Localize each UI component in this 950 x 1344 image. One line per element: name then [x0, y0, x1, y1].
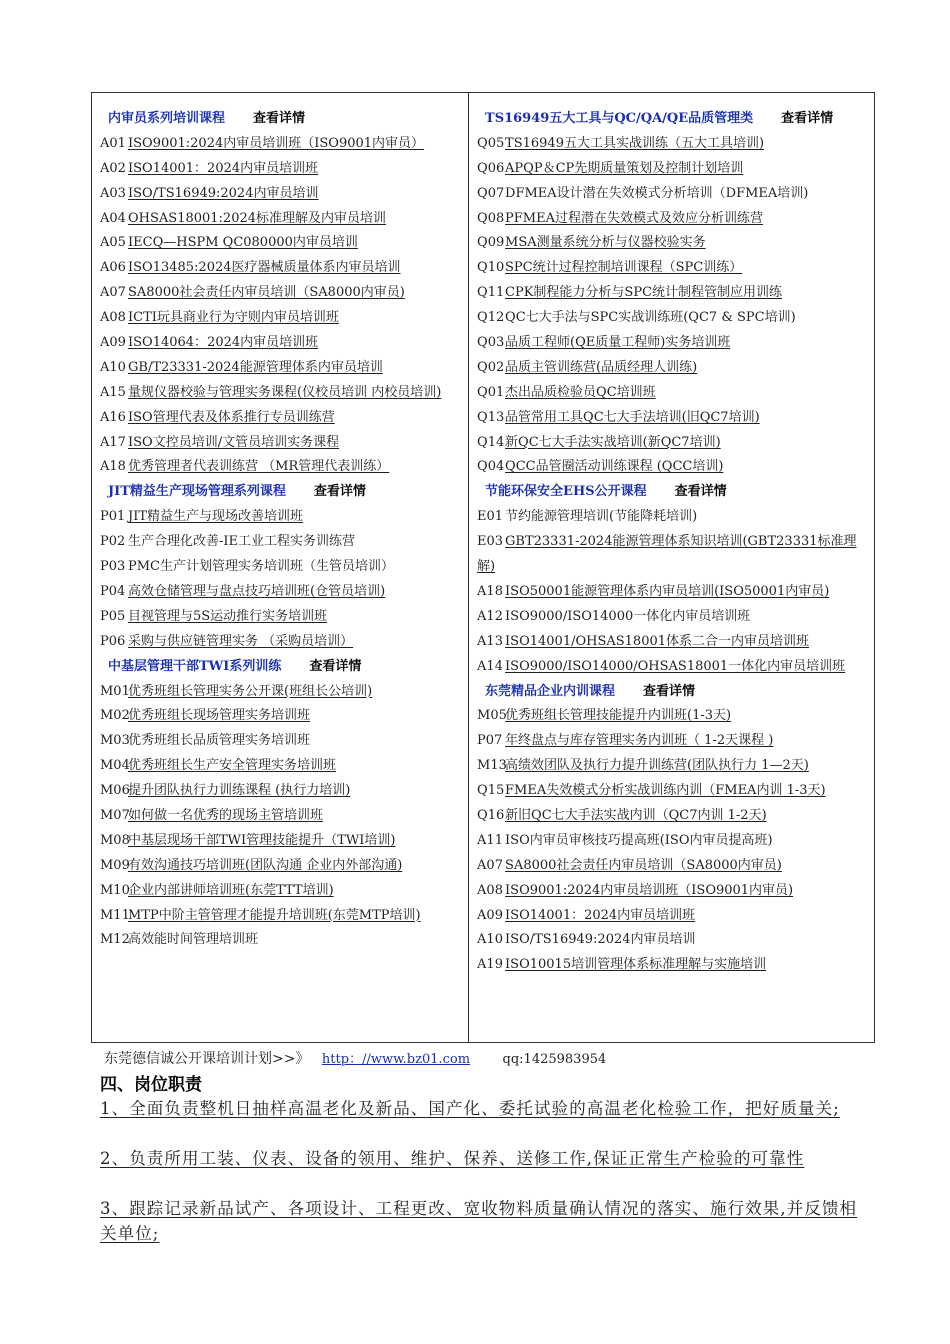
course-item: [477, 879, 874, 904]
course-code: A06: [100, 260, 126, 276]
section-header-title: 东莞精品企业内训课程: [485, 683, 616, 699]
section-header: [100, 480, 468, 505]
course-item: [100, 904, 468, 929]
course-code: A18: [100, 459, 126, 475]
course-item: [100, 555, 468, 580]
course-code: P02: [100, 534, 126, 550]
course-item: [100, 256, 468, 281]
course-table: [91, 92, 875, 1043]
course-code: Q03: [477, 335, 505, 351]
footer-qq: qq:1425983954: [502, 1052, 607, 1067]
course-link[interactable]: ISO9001:2024内审员培训班（ISO9001内审员）: [128, 135, 425, 151]
course-link[interactable]: ISO14064：2024内审员培训班: [128, 335, 319, 351]
course-code: Q06: [477, 160, 505, 176]
course-item: [100, 754, 468, 779]
course-link[interactable]: GB/T23331-2024能源管理体系内审员培训: [128, 359, 383, 375]
section-header-title: TS16949五大工具与QC/QA/QE品质管理类: [485, 111, 754, 126]
course-code: E01: [477, 509, 504, 525]
course-item: [100, 779, 468, 804]
course-link[interactable]: 品质工程师(QE质量工程师)实务培训班: [505, 335, 731, 351]
course-link[interactable]: SA8000社会责任内审员培训（SA8000内审员): [128, 285, 405, 301]
course-link[interactable]: 优秀班组长生产安全管理实务培训班: [128, 758, 337, 774]
course-link[interactable]: 优秀班组长现场管理实务培训班: [128, 708, 311, 724]
course-link[interactable]: CPK制程能力分析与SPC统计制程管制应用训练: [505, 285, 783, 301]
view-details-link[interactable]: 查看详情: [313, 484, 366, 500]
course-code: M09: [100, 857, 130, 873]
course-link[interactable]: ISO/TS16949:2024内审员培训: [128, 185, 319, 201]
course-item: [477, 306, 874, 331]
duty-item-3: 3、跟踪记录新品试产、各项设计、工程更改、宽收物料质量确认情况的落实、施行效果,并反馈相关单位;: [100, 1199, 858, 1243]
course-link[interactable]: GBT23331-2024能源管理体系知识培训(GBT23331标准理解): [477, 534, 857, 575]
course-code: M01: [100, 683, 130, 699]
course-item: [477, 530, 874, 580]
course-code: M02: [100, 708, 130, 724]
course-title: 节约能源管理培训(节能降耗培训): [505, 509, 698, 525]
course-code: A10: [477, 932, 503, 948]
course-code: A15: [100, 384, 126, 400]
course-item: [100, 406, 468, 431]
course-code: Q09: [477, 235, 505, 251]
course-code: M04: [100, 758, 130, 774]
course-item: [100, 431, 468, 456]
course-link[interactable]: ISO14001：2024内审员培训班: [128, 160, 319, 176]
course-link[interactable]: 杰出品质检验员QC培训班: [505, 384, 656, 400]
course-item: [100, 704, 468, 729]
course-item: [100, 928, 468, 953]
course-link[interactable]: FMEA失效模式分析实战训练内训（FMEA内训 1-3天): [505, 783, 826, 799]
course-link[interactable]: ISO9001:2024内审员培训班（ISO9001内审员): [505, 882, 794, 898]
course-item: [100, 207, 468, 232]
course-item: [477, 580, 874, 605]
course-code: M03: [100, 733, 130, 749]
course-item: [100, 455, 468, 480]
course-item: [477, 157, 874, 182]
course-item: [100, 530, 468, 555]
course-code: P04: [100, 583, 126, 599]
course-link[interactable]: IECQ—HSPM QC080000内审员培训: [128, 235, 358, 251]
course-code: M13: [477, 758, 507, 774]
course-link[interactable]: 有效沟通技巧培训班(团队沟通 企业内外部沟通): [128, 857, 403, 873]
course-code: Q15: [477, 783, 505, 799]
course-item: [100, 331, 468, 356]
course-link[interactable]: ISO14001/OHSAS18001体系二合一内审员培训班: [505, 633, 810, 649]
right-column: [469, 93, 874, 1042]
course-code: M06: [100, 783, 130, 799]
course-code: Q13: [477, 409, 505, 425]
course-code: P03: [100, 559, 126, 575]
course-code: P06: [100, 633, 126, 649]
course-item: [477, 281, 874, 306]
course-code: P01: [100, 509, 126, 525]
course-code: M08: [100, 832, 130, 848]
course-item: [100, 729, 468, 754]
course-item: [477, 729, 874, 754]
course-link[interactable]: 新QC七大手法实战培训(新QC7培训): [505, 434, 721, 450]
course-title: 高效能时间管理培训班: [128, 932, 259, 948]
course-link[interactable]: 优秀班组长管理实务公开课(班组长公培训): [128, 683, 373, 699]
footer-url-link[interactable]: http：//www.bz01.com: [321, 1052, 471, 1067]
section-header-title: 节能环保安全EHS公开课程: [485, 484, 647, 500]
course-code: Q10: [477, 260, 505, 276]
course-code: A07: [477, 857, 503, 873]
course-code: A04: [100, 210, 126, 226]
course-code: A18: [477, 583, 503, 599]
course-code: M05: [477, 708, 507, 724]
course-code: Q02: [477, 359, 505, 375]
course-code: A11: [477, 832, 503, 848]
course-link[interactable]: SA8000社会责任内审员培训（SA8000内审员): [505, 857, 782, 873]
course-code: P07: [477, 733, 503, 749]
course-item: [477, 904, 874, 929]
view-details-link[interactable]: 查看详情: [643, 683, 696, 699]
course-title: PMC生产计划管理实务培训班（生管员培训）: [128, 559, 395, 575]
course-link[interactable]: MSA测量系统分析与仪器校验实务: [505, 235, 706, 251]
course-link[interactable]: APQP＆CP先期质量策划及控制计划培训: [505, 160, 744, 176]
course-link[interactable]: ISO9000/ISO14000/OHSAS18001一体化内审员培训班: [505, 658, 846, 674]
course-item: [100, 804, 468, 829]
footer-label: 东莞德信诚公开课培训计划>>》: [104, 1051, 310, 1067]
section-header-title: 内审员系列培训课程: [108, 111, 226, 126]
section-header: [477, 680, 874, 705]
course-code: P05: [100, 608, 126, 624]
course-item: [477, 928, 874, 953]
course-title: ISO内审员审核技巧提高班(ISO内审员提高班): [505, 832, 773, 848]
course-item: [477, 381, 874, 406]
course-code: Q11: [477, 285, 505, 301]
section-header: [100, 655, 468, 680]
course-item: [477, 431, 874, 456]
course-link[interactable]: ISO文控员培训/文管员培训实务课程: [128, 434, 340, 450]
course-code: Q07: [477, 185, 505, 201]
course-link[interactable]: 如何做一名优秀的现场主管培训班: [128, 807, 324, 823]
course-item: [477, 331, 874, 356]
footer-line: [104, 1048, 606, 1068]
course-link[interactable]: 优秀管理者代表训练营 （MR管理代表训练）: [128, 459, 390, 475]
course-code: A10: [100, 359, 126, 375]
course-code: A02: [100, 160, 126, 176]
course-item: [100, 879, 468, 904]
course-item: [477, 356, 874, 381]
course-link[interactable]: 中基层现场干部TWI管理技能提升（TWI培训): [128, 832, 396, 848]
course-code: E03: [477, 534, 504, 550]
course-link[interactable]: SPC统计过程控制培训课程（SPC训练）: [505, 260, 743, 276]
view-details-link[interactable]: 查看详情: [309, 658, 362, 674]
course-code: A13: [477, 633, 503, 649]
course-code: A09: [477, 907, 503, 923]
course-item: [477, 256, 874, 281]
course-item: [477, 630, 874, 655]
course-link[interactable]: 年终盘点与库存管理实务内训班（ 1-2天课程 ): [505, 733, 774, 749]
course-code: Q14: [477, 434, 505, 450]
section-header: [477, 480, 874, 505]
course-code: A08: [477, 882, 503, 898]
course-link[interactable]: 企业内部讲师培训班(东莞TTT培训): [128, 882, 334, 898]
section-header-title: 中基层管理干部TWI系列训练: [108, 658, 282, 674]
course-title: 生产合理化改善-IE工业工程实务训练营: [128, 534, 356, 550]
course-code: Q04: [477, 459, 505, 475]
left-column: [92, 93, 469, 1042]
course-link[interactable]: JIT精益生产与现场改善培训班: [128, 509, 304, 525]
course-item: [477, 132, 874, 157]
course-code: A05: [100, 235, 126, 251]
section-title: 四、岗位职责: [100, 1075, 202, 1095]
course-code: A17: [100, 434, 126, 450]
course-code: Q12: [477, 310, 505, 326]
course-item: [477, 779, 874, 804]
course-link[interactable]: ISO14001：2024内审员培训班: [505, 907, 696, 923]
course-item: [100, 182, 468, 207]
course-link[interactable]: MTP中阶主管管理才能提升培训班(东莞MTP培训): [128, 907, 421, 923]
course-link[interactable]: 优秀班组长管理技能提升内训班(1-3天): [505, 708, 732, 724]
course-item: [477, 704, 874, 729]
course-item: [100, 580, 468, 605]
course-item: [477, 505, 874, 530]
course-item: [477, 854, 874, 879]
course-item: [100, 505, 468, 530]
course-link[interactable]: 目视管理与5S运动推行实务培训班: [128, 608, 328, 624]
course-link[interactable]: 品管常用工具QC七大手法培训(旧QC7培训): [505, 409, 760, 425]
course-code: Q16: [477, 807, 505, 823]
view-details-link[interactable]: 查看详情: [253, 111, 306, 126]
course-link[interactable]: TS16949五大工具实战训练（五大工具培训): [505, 135, 765, 151]
course-item: [477, 231, 874, 256]
course-item: [100, 157, 468, 182]
course-item: [100, 281, 468, 306]
view-details-link[interactable]: 查看详情: [781, 111, 834, 126]
course-code: A03: [100, 185, 126, 201]
course-code: A07: [100, 285, 126, 301]
course-code: Q08: [477, 210, 505, 226]
view-details-link[interactable]: 查看详情: [674, 484, 727, 500]
course-link[interactable]: 提升团队执行力训练课程 (执行力培训): [128, 783, 351, 799]
course-link[interactable]: 量规仪器校验与管理实务课程(仪校员培训 内校员培训): [128, 384, 442, 400]
course-link[interactable]: ICTI玩具商业行为守则内审员培训班: [128, 310, 339, 326]
section-header-title: JIT精益生产现场管理系列课程: [108, 484, 286, 500]
course-item: [100, 381, 468, 406]
course-code: Q05: [477, 135, 505, 151]
course-title: 优秀班组长品质管理实务培训班: [128, 733, 311, 749]
course-link[interactable]: ISO管理代表及体系推行专员训练营: [128, 409, 335, 425]
course-item: [100, 356, 468, 381]
course-link[interactable]: 采购与供应链管理实务 （采购员培训）: [128, 633, 354, 649]
course-link[interactable]: 高绩效团队及执行力提升训练营(团队执行力 1—2天): [505, 758, 809, 774]
course-item: [477, 455, 874, 480]
course-item: [100, 630, 468, 655]
course-link[interactable]: PFMEA过程潜在失效模式及效应分析训练营: [505, 210, 763, 226]
course-code: A14: [477, 658, 503, 674]
course-title: QC七大手法与SPC实战训练班(QC7 & SPC培训): [505, 310, 796, 326]
course-item: [100, 829, 468, 854]
course-item: [100, 231, 468, 256]
course-item: [100, 680, 468, 705]
course-code: M11: [100, 907, 130, 923]
course-item: [477, 804, 874, 829]
course-code: A19: [477, 957, 503, 973]
course-code: A16: [100, 409, 126, 425]
course-code: M10: [100, 882, 130, 898]
course-item: [477, 754, 874, 779]
course-code: M12: [100, 932, 130, 948]
course-title: ISO9000/ISO14000一体化内审员培训班: [505, 608, 751, 624]
section-header: [477, 107, 874, 132]
course-item: [477, 655, 874, 680]
duty-item-2: 2、负责所用工装、仪表、设备的领用、维护、保养、送修工作,保证正常生产检验的可靠性: [100, 1149, 805, 1168]
course-item: [100, 306, 468, 331]
course-item: [477, 953, 874, 978]
course-link[interactable]: OHSAS18001:2024标准理解及内审员培训: [128, 210, 387, 226]
course-item: [477, 406, 874, 431]
course-code: A09: [100, 335, 126, 351]
course-code: A08: [100, 310, 126, 326]
course-item: [477, 605, 874, 630]
course-link[interactable]: 品质主管训练营(品质经理人训练): [505, 359, 698, 375]
duty-item-1: 1、全面负责整机日抽样高温老化及新品、国产化、委托试验的高温老化检验工作，把好质量关;: [100, 1099, 840, 1118]
course-link[interactable]: ISO13485:2024医疗器械质量体系内审员培训: [128, 260, 401, 276]
section-header: [100, 107, 468, 132]
course-item: [477, 829, 874, 854]
course-link[interactable]: 新旧QC七大手法实战内训（QC7内训 1-2天): [505, 807, 767, 823]
course-item: [100, 132, 468, 157]
course-link[interactable]: ISO10015培训管理体系标准理解与实施培训: [505, 957, 767, 973]
course-code: Q01: [477, 384, 505, 400]
course-code: M07: [100, 807, 130, 823]
course-link[interactable]: ISO50001能源管理体系内审员培训(ISO50001内审员): [505, 583, 830, 599]
course-item: [100, 854, 468, 879]
course-item: [477, 182, 874, 207]
course-item: [477, 207, 874, 232]
course-link[interactable]: QCC品管圈活动训练课程 (QCC培训): [505, 459, 724, 475]
course-title: DFMEA设计潜在失效模式分析培训（DFMEA培训): [505, 185, 809, 201]
course-item: [100, 605, 468, 630]
course-title: ISO/TS16949:2024内审员培训: [505, 932, 696, 948]
course-link[interactable]: 高效仓储管理与盘点技巧培训班(仓管员培训): [128, 583, 386, 599]
course-code: A01: [100, 135, 126, 151]
course-code: A12: [477, 608, 503, 624]
